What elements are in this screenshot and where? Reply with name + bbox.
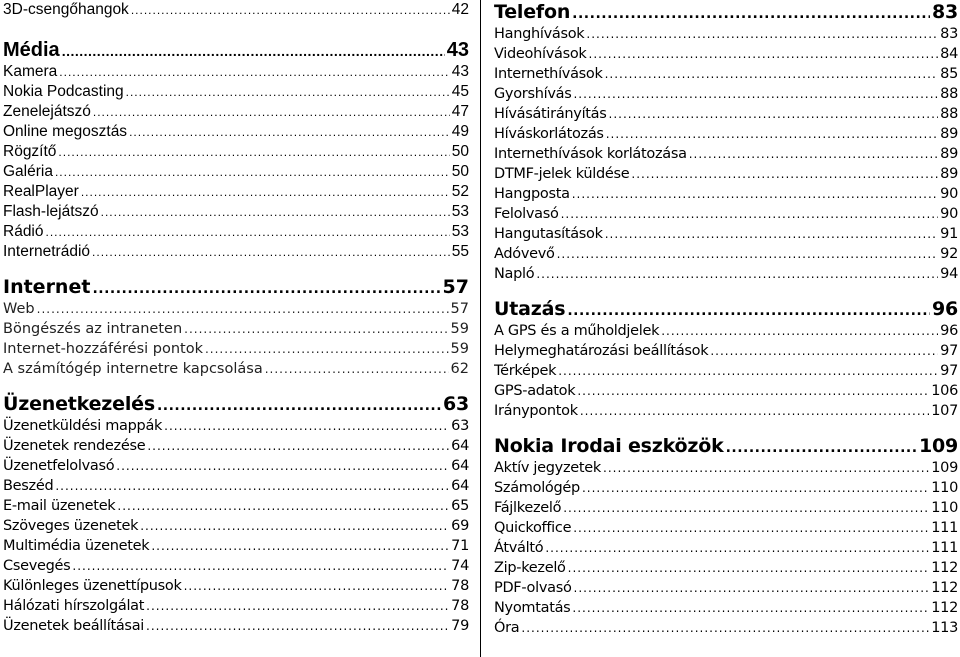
dot-leader	[72, 556, 449, 576]
toc-entry-title: Quickoffice	[494, 520, 572, 536]
toc-entry-title: Aktív jegyzetek	[494, 460, 601, 476]
toc-entry-title: Felolvasó	[494, 206, 559, 222]
dot-leader	[572, 184, 938, 204]
dot-leader	[146, 596, 449, 616]
dot-leader	[37, 299, 449, 319]
toc-entry-title: Fájlkezelő	[494, 500, 562, 516]
toc-entry-bongeszes-az-intraneten[interactable]	[3, 319, 469, 339]
dot-leader	[545, 538, 929, 558]
toc-page-number: 57	[442, 276, 469, 298]
toc-entry-title: Galéria	[3, 163, 53, 180]
dot-leader	[567, 299, 930, 321]
toc-page-number: 49	[451, 123, 469, 140]
toc-entry-title: E-mail üzenetek	[3, 498, 116, 514]
toc-entry-title: Óra	[494, 620, 520, 636]
toc-page-number: 63	[442, 393, 469, 415]
toc-entry-szoveges-uzenetek[interactable]	[3, 516, 469, 536]
dot-leader	[582, 478, 929, 498]
toc-page-number: 107	[931, 403, 958, 419]
toc-entry-kulonleges-uzenettipusok[interactable]	[3, 576, 469, 596]
dot-leader	[609, 104, 939, 124]
toc-entry-pdf-olvaso[interactable]	[494, 578, 958, 598]
dot-leader	[726, 436, 917, 458]
dot-leader	[62, 39, 445, 62]
toc-entry-halozati-hirszolgalat[interactable]	[3, 596, 469, 616]
toc-entry-title: Zip-kezelő	[494, 560, 566, 576]
dot-leader	[605, 64, 939, 84]
toc-entry-title: Üzenetkezelés	[3, 393, 155, 415]
toc-entry-szamologep[interactable]	[494, 478, 958, 498]
toc-entry-title: DTMF-jelek küldése	[494, 166, 630, 182]
toc-entry-title: Internet-hozzáférési pontok	[3, 341, 203, 357]
toc-entry-multimedia-uzenetek[interactable]	[3, 536, 469, 556]
toc-section-internet	[3, 275, 469, 379]
toc-page-number: 111	[931, 540, 958, 556]
toc-entry-aktiv-jegyzetek[interactable]	[494, 458, 958, 478]
toc-page-number: 90	[940, 206, 958, 222]
toc-page-number: 96	[940, 323, 958, 339]
toc-entry-atvalto[interactable]	[494, 538, 958, 558]
toc-entry-title: Átváltó	[494, 540, 544, 556]
toc-entry-title: Iránypontok	[494, 403, 578, 419]
dot-leader	[117, 496, 449, 516]
dot-leader	[536, 264, 938, 284]
dot-leader	[661, 321, 938, 341]
toc-entry-title: Térképek	[494, 363, 557, 379]
toc-entry-a-gps-es-a-muholdjelek[interactable]	[494, 321, 958, 341]
toc-entry-uzenetkuldesi-mappak[interactable]	[3, 416, 469, 436]
dot-leader	[101, 202, 450, 222]
dot-leader	[116, 456, 449, 476]
toc-page-number: 45	[451, 83, 469, 100]
toc-entry-a-szamitogep-internetre-kapcsolasa[interactable]	[3, 359, 469, 379]
toc-entry-title: Utazás	[494, 298, 566, 320]
toc-entry-adovevo[interactable]	[494, 244, 958, 264]
toc-page-number: 111	[931, 520, 958, 536]
dot-leader	[151, 536, 449, 556]
dot-leader	[129, 122, 450, 142]
dot-leader	[572, 2, 930, 24]
toc-entry-internethivasok[interactable]	[494, 64, 958, 84]
toc-entry-title: Napló	[494, 266, 535, 282]
dot-leader	[55, 162, 450, 182]
toc-entry-hanghivasok[interactable]	[494, 24, 958, 44]
toc-entry-gps-adatok[interactable]	[494, 381, 958, 401]
toc-entry-e-mail-uzenetek[interactable]	[3, 496, 469, 516]
toc-entry-title: Internethívások	[494, 66, 603, 82]
toc-entry-title: A GPS és a műholdjelek	[494, 323, 660, 339]
toc-page-number: 96	[931, 298, 958, 320]
toc-page-number: 106	[931, 383, 958, 399]
toc-page-number: 52	[451, 183, 469, 200]
toc-page-number: 110	[931, 500, 958, 516]
toc-entry-title: PDF-olvasó	[494, 580, 572, 596]
dot-leader	[157, 394, 441, 416]
toc-entry-iranypontok[interactable]	[494, 401, 958, 421]
toc-page-number: 88	[940, 86, 958, 102]
toc-entry-3d-csengohangok[interactable]	[3, 0, 469, 20]
toc-page-number: 74	[451, 558, 469, 574]
toc-page-number: 89	[940, 146, 958, 162]
toc-entry-radio[interactable]	[3, 222, 469, 242]
toc-entry-internetradio[interactable]	[3, 242, 469, 262]
toc-entry-dtmf-jelek-kuldese[interactable]	[494, 164, 958, 184]
dot-leader	[572, 598, 929, 618]
toc-page-number: 69	[451, 518, 469, 534]
toc-entry-title: Csevegés	[3, 558, 71, 574]
toc-entry-uzenetfelolvaso[interactable]	[3, 456, 469, 476]
toc-page-number: 78	[451, 578, 469, 594]
toc-entry-hangutasitasok[interactable]	[494, 224, 958, 244]
toc-entry-rogzito[interactable]	[3, 142, 469, 162]
toc-entry-zenelejatszo[interactable]	[3, 102, 469, 122]
dot-leader	[92, 242, 450, 262]
toc-page-number: 109	[931, 460, 958, 476]
toc-heading-media[interactable]	[3, 38, 469, 62]
toc-entry-title: Online megosztás	[3, 123, 128, 140]
dot-leader	[58, 142, 449, 162]
toc-entry-title: Telefon	[494, 1, 571, 23]
toc-entry-title: Hangutasítások	[494, 226, 603, 242]
toc-page-number: 112	[931, 580, 958, 596]
dot-leader	[558, 361, 938, 381]
toc-page-number: 43	[451, 63, 469, 80]
toc-entry-title: Hanghívások	[494, 26, 585, 42]
toc-entry-title: Web	[3, 301, 35, 317]
toc-page-number: 57	[450, 301, 469, 317]
toc-entry-uzenetek-beallitasai[interactable]	[3, 616, 469, 636]
dot-leader	[561, 204, 939, 224]
toc-entry-helymeghatarozasi-beallitasok[interactable]	[494, 341, 958, 361]
toc-entry-title: Üzenetfelolvasó	[3, 458, 115, 474]
toc-entry-title: Nokia Podcasting	[3, 83, 124, 100]
toc-entry-naplo[interactable]	[494, 264, 958, 284]
toc-page-number: 94	[940, 266, 958, 282]
dot-leader	[126, 82, 450, 102]
toc-entry-uzenetek-rendezese[interactable]	[3, 436, 469, 456]
toc-entry-felolvaso[interactable]	[494, 204, 958, 224]
toc-entry-title: RealPlayer	[3, 183, 79, 200]
toc-entry-internet-hozzaferesi-pontok[interactable]	[3, 339, 469, 359]
toc-page-number: 53	[451, 223, 469, 240]
toc-page-number: 64	[451, 438, 469, 454]
toc-page-number: 63	[451, 418, 469, 434]
dot-leader	[46, 222, 450, 242]
dot-leader	[81, 182, 450, 202]
toc-heading-nokia-irodai-eszkozok[interactable]	[494, 434, 958, 458]
toc-entry-title: Adóvevő	[494, 246, 555, 262]
toc-entry-title: Hálózati hírszolgálat	[3, 598, 145, 614]
dot-leader	[631, 164, 938, 184]
toc-page-number: 53	[451, 203, 469, 220]
toc-page-number: 112	[931, 600, 958, 616]
toc-entry-title: Különleges üzenettípusok	[3, 578, 182, 594]
toc-page-number: 65	[451, 498, 469, 514]
toc-page-number: 59	[450, 341, 469, 357]
toc-entry-hivasatiranyitas[interactable]	[494, 104, 958, 124]
toc-entry-title: Üzenetek rendezése	[3, 438, 146, 454]
toc-page-number: 50	[451, 143, 469, 160]
toc-section-irodai	[494, 434, 958, 638]
toc-page-number: 55	[451, 243, 469, 260]
toc-entry-kamera[interactable]	[3, 62, 469, 82]
dot-leader	[265, 359, 449, 379]
toc-entry-title: Internethívások korlátozása	[494, 146, 687, 162]
toc-entry-gyorshivas[interactable]	[494, 84, 958, 104]
dot-leader	[574, 578, 930, 598]
dot-leader	[586, 24, 938, 44]
toc-entry-online-megosztas[interactable]	[3, 122, 469, 142]
dot-leader	[573, 84, 938, 104]
toc-entry-title: Beszéd	[3, 478, 54, 494]
dot-leader	[93, 102, 450, 122]
toc-section-utazas	[494, 297, 958, 421]
toc-page-number: 79	[451, 618, 469, 634]
dot-leader	[131, 0, 450, 20]
toc-heading-telefon[interactable]	[494, 0, 958, 24]
toc-section-uzenet	[3, 392, 469, 636]
dot-leader	[568, 558, 930, 578]
dot-leader	[205, 339, 449, 359]
toc-page-number: 97	[940, 363, 958, 379]
dot-leader	[710, 341, 938, 361]
dot-leader	[563, 498, 929, 518]
toc-page-number: 42	[451, 1, 469, 18]
toc-entry-title: Híváskorlátozás	[494, 126, 604, 142]
toc-entry-realplayer[interactable]	[3, 182, 469, 202]
toc-page-number: 112	[931, 560, 958, 576]
toc-entry-title: Nokia Irodai eszközök	[494, 435, 724, 457]
toc-page-number: 47	[451, 103, 469, 120]
toc-entry-title: Rádió	[3, 223, 44, 240]
dot-leader	[603, 458, 929, 478]
toc-entry-zip-kezelo[interactable]	[494, 558, 958, 578]
toc-entry-title: Helymeghatározási beállítások	[494, 343, 709, 359]
toc-entry-web[interactable]	[3, 299, 469, 319]
dot-leader	[184, 319, 448, 339]
toc-page-number: 89	[940, 126, 958, 142]
dot-leader	[146, 616, 449, 636]
toc-page-number: 78	[451, 598, 469, 614]
dot-leader	[521, 618, 929, 638]
toc-entry-title: Multimédia üzenetek	[3, 538, 150, 554]
toc-entry-nokia-podcasting[interactable]	[3, 82, 469, 102]
toc-right-column	[494, 0, 958, 651]
toc-entry-title: Böngészés az intraneten	[3, 321, 183, 337]
dot-leader	[606, 124, 938, 144]
toc-entry-quickoffice[interactable]	[494, 518, 958, 538]
dot-leader	[689, 144, 938, 164]
toc-page-number: 59	[450, 321, 469, 337]
toc-page-number: 85	[940, 66, 958, 82]
toc-entry-ora[interactable]	[494, 618, 958, 638]
toc-page-number: 97	[940, 343, 958, 359]
toc-left-column	[3, 0, 469, 649]
toc-entry-flash-lejatszo[interactable]	[3, 202, 469, 222]
dot-leader	[577, 381, 929, 401]
dot-leader	[92, 277, 440, 299]
toc-entry-terkepek[interactable]	[494, 361, 958, 381]
toc-entry-title: Hangposta	[494, 186, 570, 202]
toc-page-number: 88	[940, 106, 958, 122]
toc-entry-hivaskorlatozas[interactable]	[494, 124, 958, 144]
toc-entry-title: Internetrádió	[3, 243, 91, 260]
dot-leader	[140, 516, 449, 536]
dot-leader	[164, 416, 449, 436]
toc-entry-beszed[interactable]	[3, 476, 469, 496]
toc-entry-internethivasok-korlatozasa[interactable]	[494, 144, 958, 164]
toc-entry-title: Média	[3, 39, 60, 61]
toc-entry-title: 3D-csengőhangok	[3, 1, 129, 18]
toc-page-number: 90	[940, 186, 958, 202]
toc-page-number: 64	[451, 478, 469, 494]
toc-page-number: 43	[446, 39, 469, 61]
toc-page-number: 92	[940, 246, 958, 262]
toc-page-number: 84	[940, 46, 958, 62]
toc-entry-title: Kamera	[3, 63, 58, 80]
toc-entry-title: Hívásátirányítás	[494, 106, 607, 122]
toc-entry-hangposta[interactable]	[494, 184, 958, 204]
dot-leader	[580, 401, 929, 421]
toc-entry-title: GPS-adatok	[494, 383, 576, 399]
toc-entry-title: Gyorshívás	[494, 86, 572, 102]
dot-leader	[557, 244, 939, 264]
toc-entry-galeria[interactable]	[3, 162, 469, 182]
column-divider	[480, 0, 481, 657]
toc-entry-title: Rögzítő	[3, 143, 57, 160]
dot-leader	[589, 44, 939, 64]
toc-page-number: 50	[451, 163, 469, 180]
dot-leader	[55, 476, 449, 496]
toc-entry-nyomtatas[interactable]	[494, 598, 958, 618]
toc-page-number: 83	[940, 26, 958, 42]
dot-leader	[573, 518, 929, 538]
toc-entry-title: Videohívások	[494, 46, 587, 62]
toc-entry-title: Zenelejátszó	[3, 103, 91, 120]
toc-entry-cseveges[interactable]	[3, 556, 469, 576]
toc-entry-videohivasok[interactable]	[494, 44, 958, 64]
toc-entry-title: Üzenetküldési mappák	[3, 418, 163, 434]
toc-heading-utazas[interactable]	[494, 297, 958, 321]
toc-section-media	[3, 0, 469, 262]
toc-section-telefon	[494, 0, 958, 284]
toc-entry-title: Nyomtatás	[494, 600, 571, 616]
toc-page-number: 91	[940, 226, 958, 242]
toc-page-number: 64	[451, 458, 469, 474]
toc-page-number: 113	[931, 620, 958, 636]
toc-page-number: 83	[931, 1, 958, 23]
dot-leader	[59, 62, 449, 82]
toc-entry-fajlkezelo[interactable]	[494, 498, 958, 518]
toc-entry-title: Számológép	[494, 480, 580, 496]
toc-page-number: 71	[451, 538, 469, 554]
dot-leader	[184, 576, 450, 596]
toc-heading-internet[interactable]	[3, 275, 469, 299]
toc-entry-title: Szöveges üzenetek	[3, 518, 139, 534]
toc-entry-title: Flash-lejátszó	[3, 203, 99, 220]
dot-leader	[147, 436, 449, 456]
toc-entry-title: A számítógép internetre kapcsolása	[3, 361, 263, 377]
toc-page-number: 62	[450, 361, 469, 377]
toc-entry-title: Üzenetek beállításai	[3, 618, 145, 634]
toc-page-number: 109	[918, 435, 958, 457]
toc-page-number: 110	[931, 480, 958, 496]
toc-heading-uzenetkezeles[interactable]	[3, 392, 469, 416]
toc-page-number: 89	[940, 166, 958, 182]
toc-entry-title: Internet	[3, 276, 91, 298]
dot-leader	[605, 224, 938, 244]
